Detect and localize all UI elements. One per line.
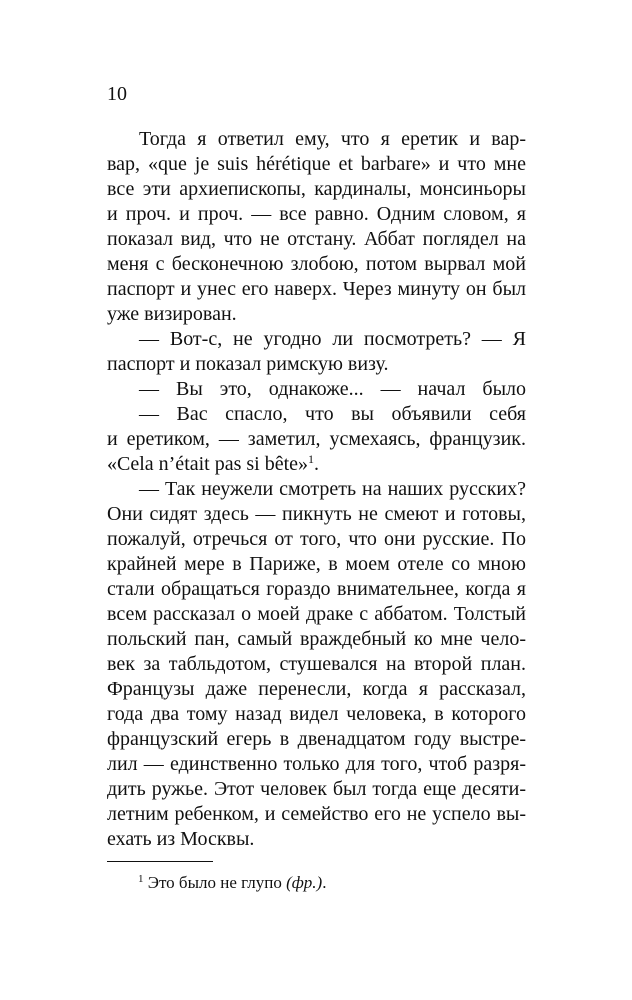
footnote-number: 1 — [138, 873, 144, 885]
text-span: . — [314, 453, 320, 475]
footnote-divider — [107, 861, 213, 862]
text-line: дить ружье. Этот человек был тогда еще десяти- — [107, 778, 526, 800]
text-line: Тогда я ответил ему, что я еретик и вар- — [139, 128, 526, 150]
text-line: и проч. и проч. — все равно. Одним словом, я — [107, 203, 526, 225]
text-line: стали обращаться гораздо внимательнее, когда я — [107, 578, 526, 600]
footnote-text: Это было не глупо — [143, 873, 287, 892]
text-line: паспорт и унес его наверх. Через минуту он был — [107, 278, 526, 300]
text-line: крайней мере в Париже, в моем отеле со мною — [107, 553, 526, 575]
footnote-text: . — [322, 873, 327, 892]
text-line: паспорт и показал римскую визу. — [107, 353, 389, 375]
text-line: летним ребенком, и семейство его не успело вы- — [107, 803, 526, 825]
text-line — [107, 452, 526, 477]
body-text — [107, 127, 526, 852]
text-line: все эти архиепископы, кардиналы, монсиньоры — [107, 178, 526, 200]
text-line: года два тому назад видел человека, в которого — [107, 703, 526, 725]
text-line: уже визирован. — [107, 303, 237, 325]
text-line: Французы даже перенесли, когда я рассказал, — [107, 678, 526, 700]
text-line: меня с бесконечною злобою, потом вырвал мой — [107, 253, 526, 275]
text-line: — Так неужели смотреть на наших русских? — [139, 478, 526, 500]
text-line: польский пан, самый враждебный ко мне чело- — [107, 628, 526, 650]
text-line: Они сидят здесь — пикнуть не смеют и готовы, — [107, 503, 526, 525]
text-line: — Вот-с, не угодно ли посмотреть? — Я — [139, 328, 526, 350]
text-line: показал вид, что не отстану. Аббат поглядел на — [107, 228, 526, 250]
text-line: — Вас спасло, что вы объявили себя — [139, 403, 526, 425]
footnote — [138, 872, 526, 896]
footnote-marker: 1 — [308, 452, 315, 466]
text-line: — Вы это, однакоже... — начал было — [139, 378, 526, 400]
text-line: век за табльдотом, стушевался на второй план. — [107, 653, 526, 675]
text-span: «Cela n’était pas si bête» — [107, 453, 309, 475]
page-number: 10 — [107, 83, 127, 105]
text-line: и еретиком, — заметил, усмехаясь, французик. — [107, 428, 526, 450]
text-line: французский егерь в двенадцатом году выстре- — [107, 728, 526, 750]
text-line: всем рассказал о моей драке с аббатом. Толстый — [107, 603, 526, 625]
text-line: лил — единственно только для того, чтоб разря- — [107, 753, 526, 775]
text-line: вар, «que je suis hérétique et barbare» и что мне — [107, 153, 526, 175]
text-line: ехать из Москвы. — [107, 828, 255, 850]
footnote-text: (фр.) — [286, 873, 323, 892]
text-line: пожалуй, отречься от того, что они русские. По — [107, 528, 526, 550]
